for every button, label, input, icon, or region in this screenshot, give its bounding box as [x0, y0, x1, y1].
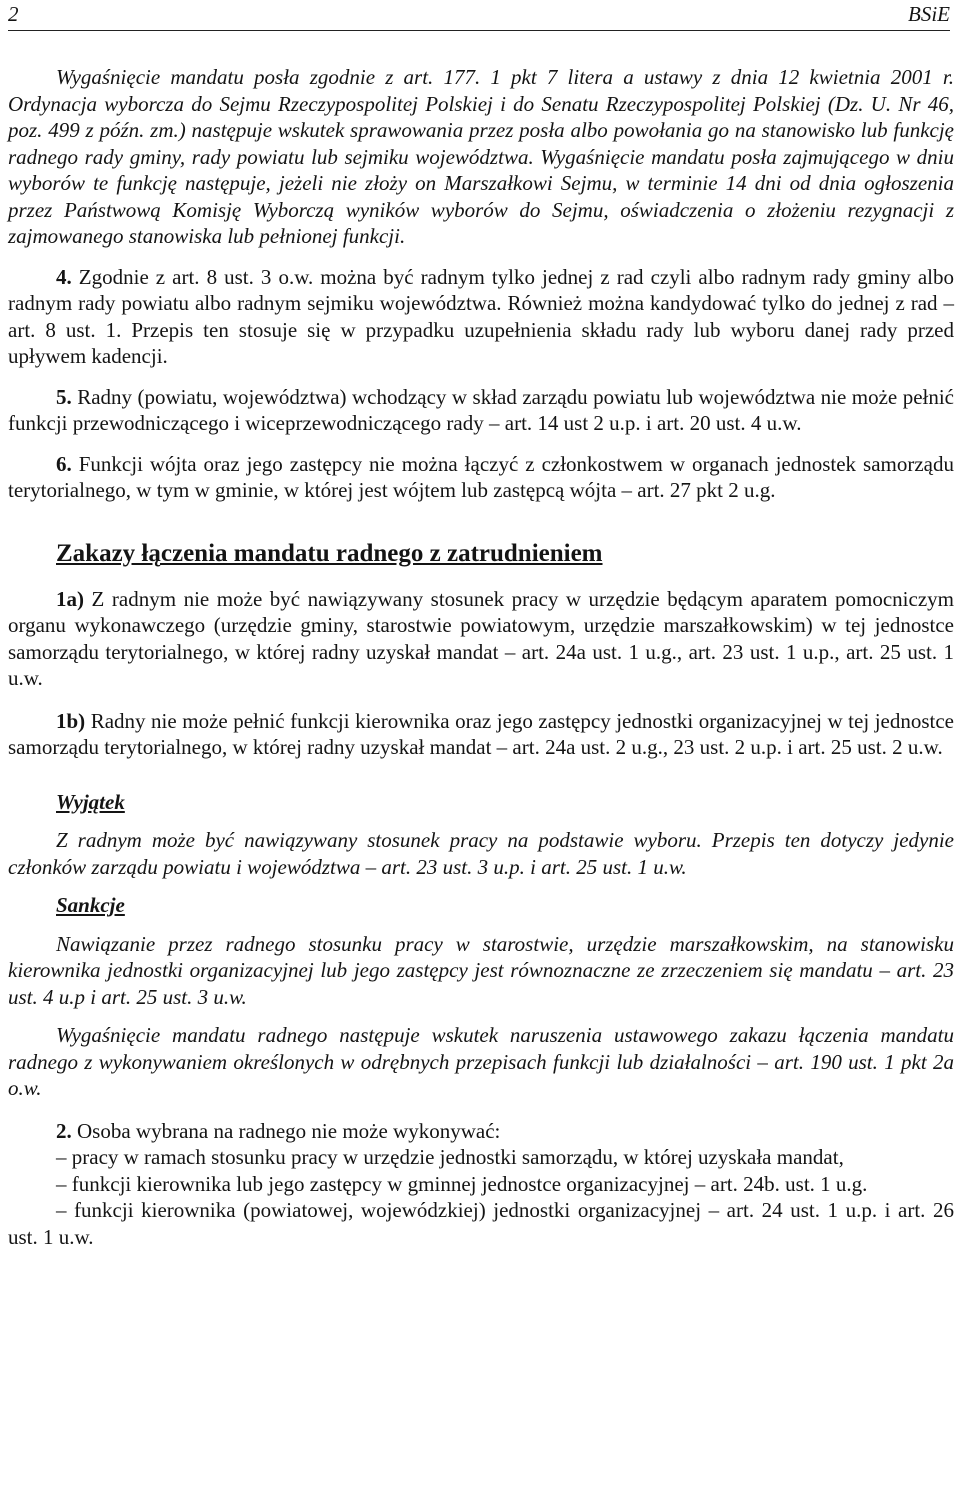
page-number: 2 — [8, 2, 19, 26]
sanctions-title: Sankcje — [56, 893, 125, 917]
paragraph-2-number: 2. — [56, 1118, 72, 1143]
paragraph-1b — [8, 708, 954, 761]
paragraph-2 — [8, 1118, 954, 1145]
exception-text: Z radnym może być nawiązywany stosunek pracy na podstawie wyboru. Przepis ten dotyczy jedynie członków zarządu powiatu i województwa – art. 23 ust. 3 u.p. i art. 25 ust. 1 u.w. — [8, 828, 954, 879]
paragraph-6 — [8, 451, 954, 504]
paragraph-5 — [8, 384, 954, 437]
running-title: BSiE — [908, 2, 950, 26]
page-header — [8, 0, 950, 31]
paragraph-4-number: 4. — [56, 264, 72, 289]
document-body — [8, 64, 954, 1250]
paragraph-1b-number: 1b) — [56, 708, 86, 733]
paragraph-6-text: Funkcji wójta oraz jego zastępcy nie można łączyć z członkostwem w organach jednostek samorządu terytorialnego, w tym w gminie, w której jest wójtem lub zastępcą wójta – art. 27 pkt 2 u.g. — [8, 451, 954, 502]
paragraph-intro: Wygaśnięcie mandatu posła zgodnie z art. 177. 1 pkt 7 litera a ustawy z dnia 12 kwietnia 2001 r. Ordynacja wyborcza do Sejmu Rzeczypospolitej Polskiej i do Senatu Rzeczypospolitej Polskiej (Dz. U. Nr 46, poz. 499 z późn. zm.) następuje wskutek sprawowania przez posła albo powołania go na stanowisko lub funkcję radnego rady gminy, rady powiatu lub sejmiku województwa. Wygaśnięcie mandatu posła zajmującego w dniu wyborów te funkcję następuje, jeżeli nie złoży on Marszałkowi Sejmu, w terminie 14 dni od dnia ogłoszenia przez Państwową Komisję Wyborczą wyników wyborów do Sejmu, oświadczenia o złożeniu rezygnacji z zajmowanego stanowiska lub pełnionej funkcji. — [8, 65, 954, 248]
paragraph-2-text: Osoba wybrana na radnego nie może wykonywać: — [71, 1118, 501, 1143]
sanctions-text-2: Wygaśnięcie mandatu radnego następuje wskutek naruszenia ustawowego zakazu łączenia mandatu radnego z wykonywaniem określonych w odrębnych przepisach funkcji lub działalności – art. 190 ust. 1 pkt 2a o.w. — [8, 1023, 954, 1100]
paragraph-5-text: Radny (powiatu, województwa) wchodzący w skład zarządu powiatu lub województwa nie może pełnić funkcji przewodniczącego i wiceprzewodniczącego rady – art. 14 ust 2 u.p. i art. 20 ust. 4 u.w. — [8, 384, 954, 435]
paragraph-1a-number: 1a) — [56, 586, 84, 611]
exception-title: Wyjątek — [56, 789, 125, 814]
paragraph-6-number: 6. — [56, 451, 72, 476]
paragraph-1a — [8, 586, 954, 692]
paragraph-1b-text: Radny nie może pełnić funkcji kierownika oraz jego zastępcy jednostki organizacyjnej w tej jednostce samorządu terytorialnego, w której radny uzyskał mandat – art. 24a ust. 2 u.g., 23 ust. 2 u.p. i art. 25 ust. 2 u.w. — [8, 708, 954, 759]
section-heading: Zakazy łączenia mandatu radnego z zatrudnieniem — [56, 539, 603, 567]
list-item-2: – funkcji kierownika lub jego zastępcy w gminnej jednostce organizacyjnej – art. 24b. ust. 1 u.g. — [56, 1171, 868, 1196]
list-item-3: – funkcji kierownika (powiatowej, wojewódzkiej) jednostki organizacyjnej – art. 24 ust. 1 u.p. i art. 26 ust. 1 u.w. — [8, 1198, 954, 1249]
list-item-1: – pracy w ramach stosunku pracy w urzędzie jednostki samorządu, w której uzyskała mandat, — [56, 1145, 844, 1169]
paragraph-5-number: 5. — [56, 384, 72, 409]
sanctions-text-1: Nawiązanie przez radnego stosunku pracy w starostwie, urzędzie marszałkowskim, na stanowisku kierownika jednostki organizacyjnej lub jego zastępcy jest równoznaczne ze zrzeczeniem się mandatu – art. 23 ust. 4 u.p i art. 25 ust. 3 u.w. — [8, 931, 954, 1009]
paragraph-1a-text: Z radnym nie może być nawiązywany stosunek pracy w urzędzie będącym aparatem pomocniczym organu wykonawczego (urzędzie gminy, starostwie powiatowym, urzędzie marszałkowskim) w tej jednostce samorządu terytorialnego, w której radny uzyskał mandat – art. 24a ust. 1 u.g., art. 23 ust. 1 u.p., art. 25 ust. 1 u.w. — [8, 586, 954, 690]
paragraph-4 — [8, 264, 954, 370]
paragraph-4-text: Zgodnie z art. 8 ust. 3 o.w. można być radnym tylko jednej z rad czyli albo radnym rady gminy albo radnym rady powiatu albo radnym sejmiku województwa. Również można kandydować tylko do jednej z rad – art. 8 ust. 1. Przepis ten stosuje się w przypadku uzupełnienia składu rady lub wyboru danej rady przed upływem kadencji. — [8, 264, 954, 368]
